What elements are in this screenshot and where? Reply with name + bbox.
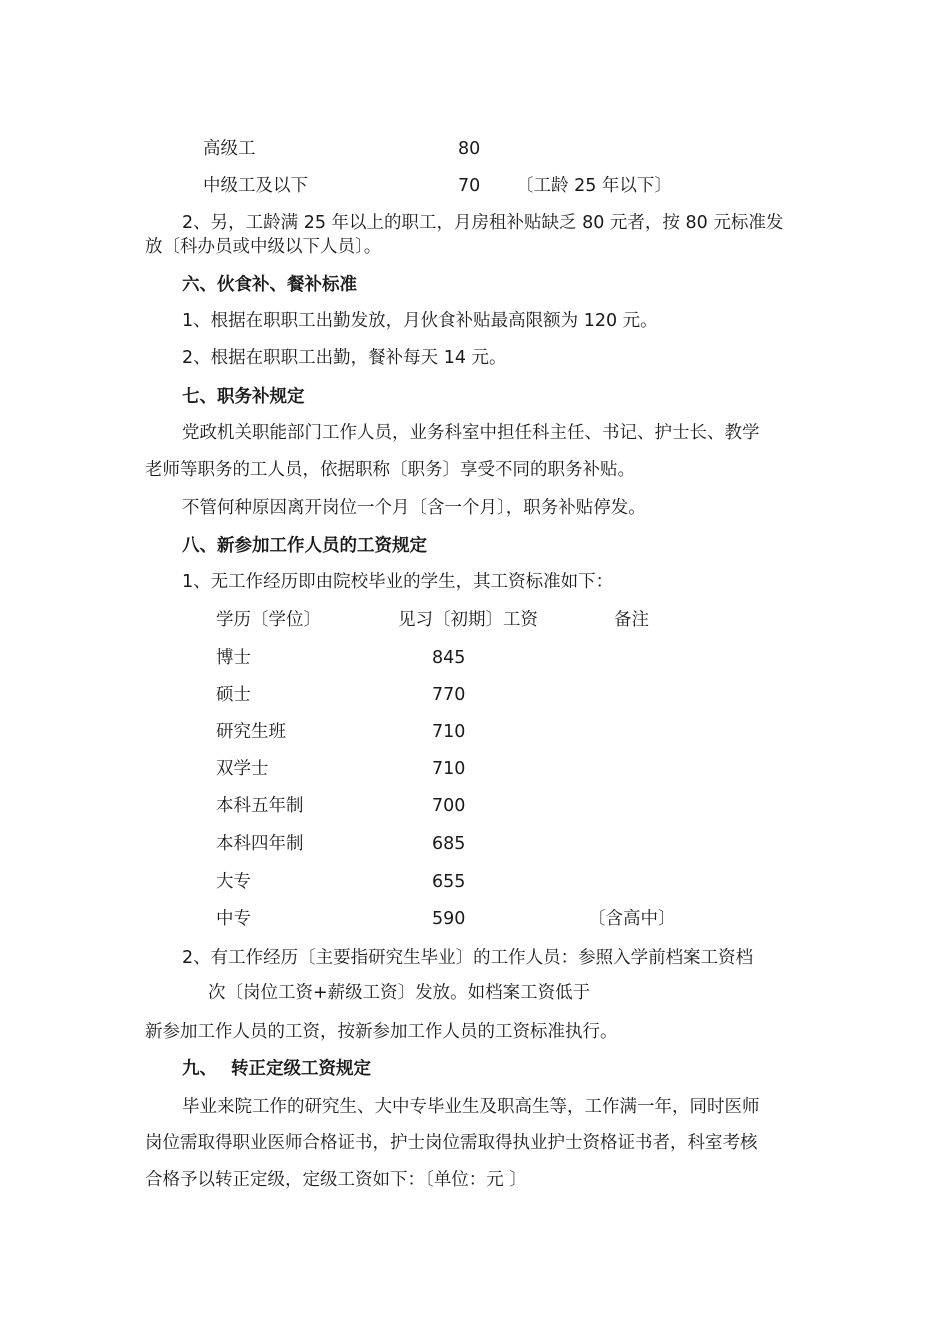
paragraph-line: 1、无工作经历即由院校毕业的学生，其工资标准如下： <box>182 572 614 592</box>
paragraph-line: 毕业来院工作的研究生、大中专毕业生及职高生等，工作满一年，同时医师 <box>182 1097 760 1117</box>
grade-amount: 70 <box>458 176 481 196</box>
salary-cell: 710 <box>432 759 466 779</box>
paragraph-line: 老师等职务的工人员，依据职称〔职务〕享受不同的职务补贴。 <box>145 460 635 480</box>
paragraph-line: 不管何种原因离开岗位一个月〔含一个月〕，职务补贴停发。 <box>182 498 646 518</box>
section-heading: 六、伙食补、餐补标准 <box>182 275 357 295</box>
salary-cell: 845 <box>432 648 466 668</box>
salary-cell: 700 <box>432 796 466 816</box>
section-heading: 七、职务补规定 <box>182 387 305 407</box>
degree-cell: 本科五年制 <box>216 796 304 816</box>
salary-cell: 770 <box>432 685 466 705</box>
paragraph-line: 1、根据在职职工出勤发放，月伙食补贴最高限额为 120 元。 <box>182 311 658 331</box>
paragraph-line: 合格予以转正定级，定级工资如下：〔单位：元 〕 <box>145 1170 527 1190</box>
table-header: 见习〔初期〕工资 <box>398 610 538 630</box>
salary-cell: 590 <box>432 909 466 929</box>
section-heading: 转正定级工资规定 <box>231 1059 371 1079</box>
section-heading: 八、新参加工作人员的工资规定 <box>182 536 427 556</box>
table-header: 备注 <box>614 610 649 630</box>
paragraph-line: 新参加工作人员的工资，按新参加工作人员的工资标准执行。 <box>145 1022 618 1042</box>
degree-cell: 研究生班 <box>216 722 286 742</box>
paragraph-line: 放〔科办员或中级以下人员〕。 <box>145 237 382 257</box>
paragraph-line: 党政机关职能部门工作人员，业务科室中担任科主任、书记、护士长、教学 <box>182 423 760 443</box>
degree-cell: 大专 <box>216 872 251 892</box>
degree-cell: 双学士 <box>216 759 269 779</box>
table-header: 学历〔学位〕 <box>216 610 321 630</box>
degree-cell: 中专 <box>216 909 251 929</box>
grade-note: 〔工龄 25 年以下〕 <box>516 176 672 196</box>
grade-label: 高级工 <box>203 139 256 159</box>
paragraph-line: 2、根据在职职工出勤，餐补每天 14 元。 <box>182 348 507 368</box>
degree-cell: 硕士 <box>216 685 251 705</box>
salary-cell: 655 <box>432 872 466 892</box>
grade-amount: 80 <box>458 139 481 159</box>
grade-label: 中级工及以下 <box>203 176 308 196</box>
salary-cell: 710 <box>432 722 466 742</box>
paragraph-line: 2、另，工龄满 25 年以上的职工，月房租补贴缺乏 80 元者，按 80 元标准发 <box>182 213 784 233</box>
paragraph-line: 2、有工作经历〔主要指研究生毕业〕的工作人员：参照入学前档案工资档 <box>182 948 754 968</box>
paragraph-line: 次〔岗位工资+薪级工资〕发放。如档案工资低于 <box>208 983 591 1003</box>
paragraph-line: 岗位需取得职业医师合格证书，护士岗位需取得执业护士资格证书者，科室考核 <box>145 1133 758 1153</box>
note-cell: 〔含高中〕 <box>588 909 676 929</box>
section-heading-number: 九、 <box>182 1059 217 1079</box>
degree-cell: 本科四年制 <box>216 834 304 854</box>
salary-cell: 685 <box>432 834 466 854</box>
degree-cell: 博士 <box>216 648 251 668</box>
